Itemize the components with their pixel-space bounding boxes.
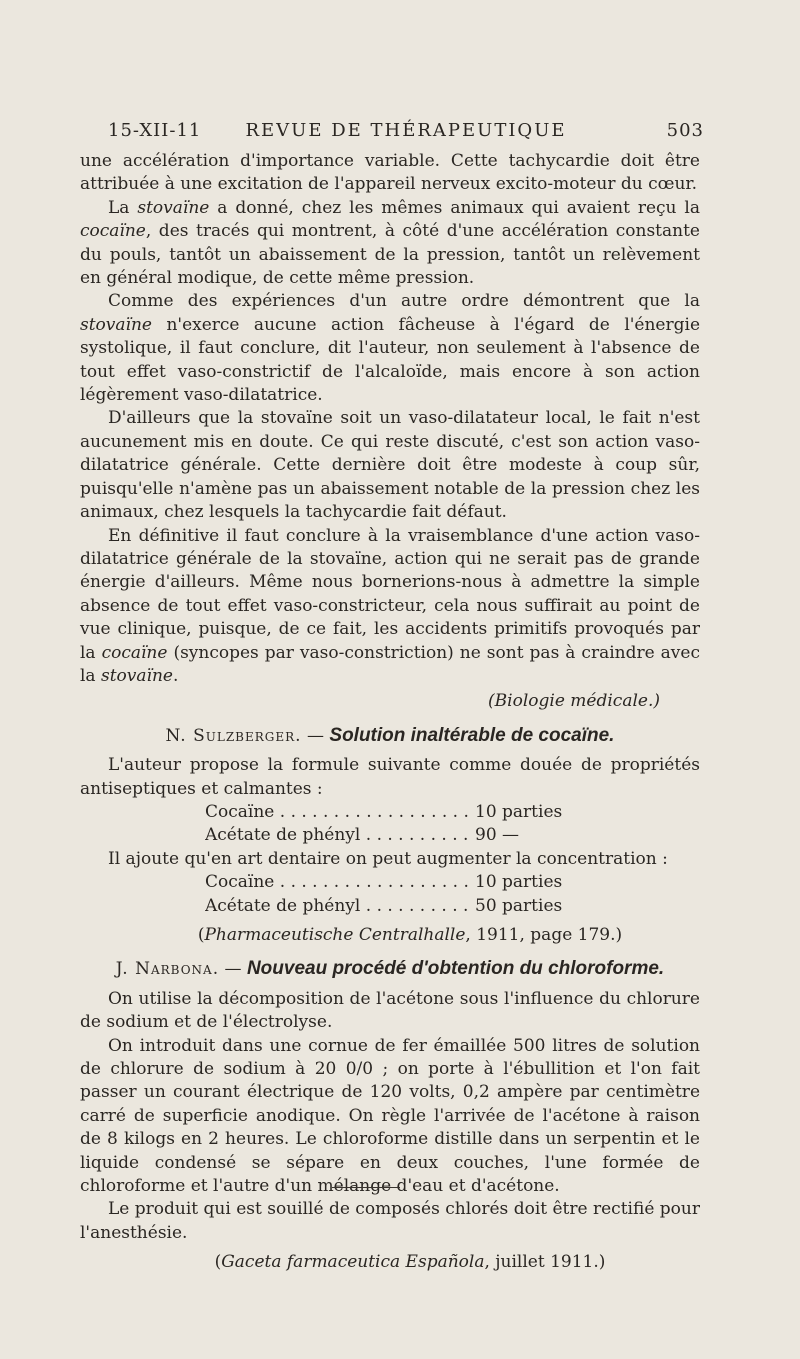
formula-row: Acétate de phényl . . . 50 parties xyxy=(205,895,585,918)
paragraph: La stovaïne a donné, chez les mêmes animaux qui avaient reçu la cocaïne, des tracés qui montrent, à côté d'une accélération constante du pouls, tantôt un abaissement de la pression, tantôt un relèvement en général modique, de cette même pression. xyxy=(80,197,700,289)
running-header xyxy=(108,120,704,144)
article-title: Nouveau procédé d'obtention du chloroforme. xyxy=(246,958,665,980)
formula-table xyxy=(205,801,585,848)
page-body xyxy=(80,150,700,1283)
paragraph: D'ailleurs que la stovaïne soit un vaso-dilatateur local, le fait n'est aucunement mis en doute. Ce qui reste discuté, c'est son action vaso-dilatatrice générale. Cette dernière doit être modeste à coup sûr, puisqu'elle n'amène pas un abaissement notable de la pression chez les animaux, chez lesquels la tachycardie fait défaut. xyxy=(80,408,700,523)
paragraph: Comme des expériences d'un autre ordre démontrent que la stovaïne n'exerce aucune action fâcheuse à l'égard de l'énergie systolique, il faut conclure, dit l'auteur, non seulement à l'absence de tout effet vaso-constrictif de l'alcaloïde, mais encore à son action légèrement vaso-dilatatrice. xyxy=(80,291,700,406)
end-rule xyxy=(332,1187,400,1188)
journal-title: REVUE DE THÉRAPEUTIQUE xyxy=(245,120,567,141)
issue-date: 15-XII-11 xyxy=(108,120,202,141)
article-author: N. Sulzberger. xyxy=(165,725,302,746)
paragraph: une accélération d'importance variable. Cette tachycardie doit être attribuée à une excitation de l'appareil nerveux excito-moteur du cœur. xyxy=(80,151,700,195)
paragraph: On introduit dans une cornue de fer émaillée 500 litres de solution de chlorure de sodium à 20 0/0 ; on porte à l'ébullition et l'on fait passer un courant électrique de 120 volts, 0,2 ampère par centimètre carré de superficie anodique. On règle l'arrivée de l'acétone à raison de 8 kilogs en 2 heures. Le chloroforme distille dans un serpentin et le liquide condensé se sépare en deux couches, l'une formée de chloroforme et l'autre d'un mélange d'eau et d'acétone. xyxy=(80,1035,700,1197)
article-title: Solution inaltérable de cocaïne. xyxy=(329,724,615,746)
paragraph: L'auteur propose la formule suivante comme douée de propriétés antiseptiques et calmantes : xyxy=(80,755,700,799)
source-citation: (Pharmaceutische Centralhalle, 1911, page 179.) xyxy=(197,925,623,945)
paragraph: En définitive il faut conclure à la vraisemblance d'une action vaso-dilatatrice générale de la stovaïne, action qui ne serait pas de grande énergie d'ailleurs. Même nous bornerions-nous à admettre la simple absence de tout effet vaso-constricteur, cela nous suffirait au point de vue clinique, puisque, de ce fait, les accidents primitifs provoqués par la cocaïne (syncopes par vaso-constriction) ne sont pas à craindre avec la stovaïne. xyxy=(80,525,700,686)
paragraph: Il ajoute qu'en art dentaire on peut augmenter la concentration : xyxy=(108,848,668,869)
source-citation: (Gaceta farmaceutica Española, juillet 1911.) xyxy=(214,1252,606,1273)
article-heading: N. Sulzberger. — Solution inaltérable de cocaïne. xyxy=(165,724,615,746)
formula-row: Cocaïne . . . 10 parties xyxy=(205,801,585,824)
paragraph: Le produit qui est souillé de composés chlorés doit être rectifié pour l'anesthésie. xyxy=(80,1199,700,1243)
article-heading: J. Narbona. — Nouveau procédé d'obtention du chloroforme. xyxy=(115,958,665,980)
article-author: J. Narbona. xyxy=(115,959,220,980)
page-number: 503 xyxy=(666,120,704,141)
paragraph: On utilise la décomposition de l'acétone sous l'influence du chlorure de sodium et de l'électrolyse. xyxy=(80,988,700,1033)
formula-table xyxy=(205,871,585,918)
formula-row: Cocaïne . . . 10 parties xyxy=(205,871,585,894)
formula-row: Acétate de phényl . . . 90 — xyxy=(205,824,585,847)
source-citation: (Biologie médicale.) xyxy=(488,691,660,712)
